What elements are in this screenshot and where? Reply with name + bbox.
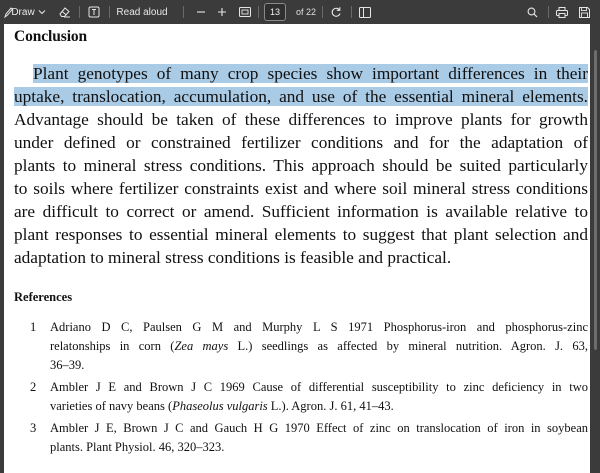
page-view-icon	[359, 7, 371, 18]
toolbar-divider	[109, 6, 110, 18]
search-button[interactable]	[524, 0, 540, 24]
save-icon	[579, 7, 590, 18]
eraser-icon	[58, 6, 71, 18]
rotate-button[interactable]	[329, 0, 343, 24]
reference-line: plants. Plant Physiol. 46, 320–323.	[50, 440, 225, 454]
text-button[interactable]	[86, 0, 102, 24]
zoom-out-button[interactable]	[195, 0, 207, 24]
toolbar-divider	[79, 6, 80, 18]
paragraph-line	[14, 62, 588, 85]
chevron-down-icon	[38, 9, 46, 15]
draw-label[interactable]: Draw	[11, 6, 35, 18]
document-viewer[interactable]	[0, 24, 592, 473]
zoom-in-button[interactable]	[216, 0, 228, 24]
save-button[interactable]	[576, 0, 592, 24]
draw-menu-button[interactable]	[37, 0, 47, 24]
references-heading: References	[14, 290, 73, 304]
read-aloud-label: Read aloud	[116, 6, 168, 18]
read-aloud-button[interactable]	[117, 0, 167, 24]
pdf-page[interactable]	[4, 24, 590, 473]
reference-line: varieties of navy beans (Phaseolus vulgaris L.). Agron. J. 61, 41–43.	[50, 399, 394, 413]
plus-icon	[217, 7, 227, 17]
paragraph-line	[14, 85, 588, 108]
reference-line: relatonships in corn (Zea mays L.) seedlings as affected by mineral nutrition. Agron. J. 63,	[50, 339, 588, 353]
scrollbar-thumb[interactable]	[594, 50, 597, 350]
reference-line: Ambler J E and Brown J C 1969 Cause of differential susceptibility to zinc deficiency in two	[50, 380, 588, 394]
page-view-button[interactable]	[358, 0, 372, 24]
page-number-input[interactable]: 13	[264, 3, 286, 21]
search-icon	[527, 7, 538, 18]
reference-line: 36–39.	[50, 358, 85, 372]
references-list	[22, 318, 588, 460]
fit-page-icon	[239, 7, 251, 17]
fit-page-button[interactable]	[238, 0, 252, 24]
minus-icon	[196, 7, 206, 17]
vertical-scrollbar[interactable]	[593, 26, 598, 471]
species-name: Zea mays	[174, 339, 229, 353]
highlighted-text[interactable]: Plant genotypes of many crop species show important differences in their	[33, 64, 588, 83]
print-icon	[556, 7, 568, 18]
toolbar-divider	[183, 6, 184, 18]
toolbar-divider	[351, 6, 352, 18]
reference-line: Ambler J E, Brown J C and Gauch H G 1970 Effect of zinc on translocation of iron in soybean	[50, 421, 588, 435]
reference-line: Adriano D C, Paulsen G M and Murphy L S 1971 Phosphorus-iron and phosphorus-zinc	[50, 320, 588, 334]
reference-number: 1	[30, 320, 37, 334]
print-button[interactable]	[554, 0, 570, 24]
paragraph-line: adaptation to mineral stress conditions is feasible and practical.	[14, 248, 452, 267]
text-box-icon	[88, 6, 100, 18]
reference-item	[22, 378, 588, 416]
reference-number: 3	[30, 421, 37, 435]
paragraph-line: under defined or constrained fertilizer conditions and for the adaptation of	[14, 133, 588, 152]
toolbar-divider	[322, 6, 323, 18]
species-name: Phaseolus vulgaris	[172, 399, 268, 413]
reference-number: 2	[30, 380, 37, 394]
highlighted-text[interactable]: uptake, translocation, accumulation, and use of the essential mineral elements.	[14, 87, 588, 106]
paragraph-line: plant responses to essential mineral elements to suggest that plant selection and	[14, 225, 588, 244]
rotate-icon	[330, 6, 342, 18]
erase-button[interactable]	[56, 0, 72, 24]
paragraph-line: Advantage should be taken of these differences to improve plants for growth	[14, 110, 588, 129]
reference-item	[22, 318, 588, 375]
conclusion-paragraph[interactable]	[14, 62, 588, 269]
pdf-toolbar	[0, 0, 600, 24]
toolbar-divider	[548, 6, 549, 18]
paragraph-line: to soils where fertilizer constraints exist and where soil mineral stress conditions	[14, 179, 588, 198]
page-count: of 22	[296, 7, 317, 17]
paragraph-line: plants to mineral stress conditions. This approach should be suited particularly	[14, 156, 588, 175]
toolbar-divider	[258, 6, 259, 18]
section-heading: Conclusion	[14, 28, 88, 45]
paragraph-line: are difficult to correct or amend. Sufficient information is available relative to	[14, 202, 588, 221]
reference-item	[22, 419, 588, 457]
